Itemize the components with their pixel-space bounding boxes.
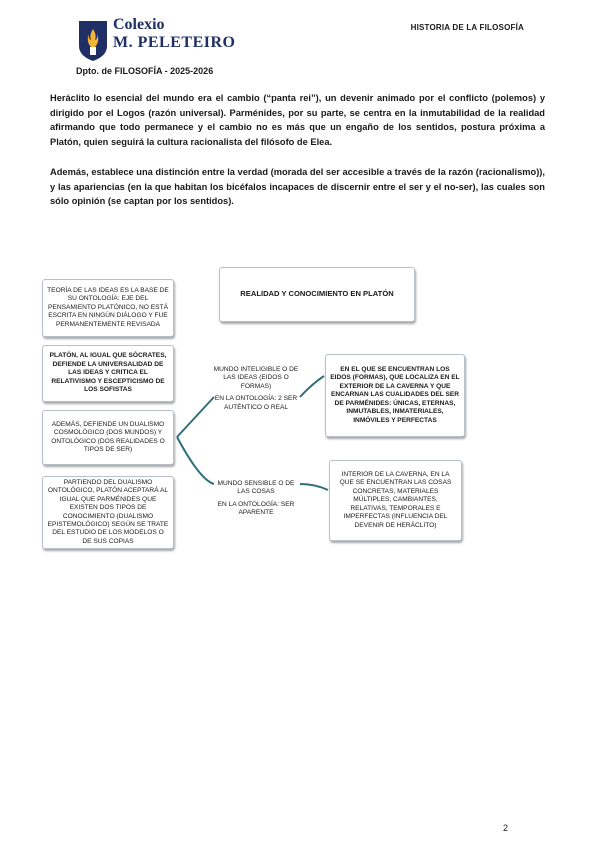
department-label: Dpto. de FILOSOFÍA - 2025-2026 [76,66,214,76]
concept-box-caverna [329,460,462,541]
paragraph-heraclito: Heráclito lo esencial del mundo era el cambio (“panta rei”), un devenir animado por el conflicto (polemos) y dirigido por el Logos (razón universal). Parménides, por su parte, se centra en la inmutabilidad de la realidad afirmando que todo permanece y el cambio no es más que un engaño de los sentidos, postura próxima a Platón, quien seguirá la cultura racionalista del filósofo de Elea. [50,93,545,147]
page-number: 2 [502,823,508,833]
school-shield-icon [78,20,108,62]
concept-text-dualismo: ADEMÁS, DEFIENDE UN DUALISMO COSMOLÓGICO (DOS MUNDOS) Y ONTOLÓGICO (DOS REALIDADES O TIPOS DE SER) [51,420,165,453]
concept-box-epistemologico [42,476,174,549]
school-name [113,16,235,52]
concept-box-teoria-ideas [42,279,174,337]
mundo-sensible-ontologia: EN LA ONTOLOGÍA: SER APARENTE [217,500,295,517]
mundo-inteligible-label [213,366,299,412]
concept-box-eidos [325,354,465,437]
concept-text-eidos: EN EL QUE SE ENCUENTRAN LOS EIDOS (FORMAS), QUE LOCALIZA EN EL EXTERIOR DE LA CAVERNA Y QUE ENCARNAN LAS CUALIDADES DEL SER DE PARMÉNIDES: ÚNICAS, ETERNAS, INMUTABLES, INMATERIALES, INMÓVILES Y PERFECTAS [330,366,460,424]
connector-sensible-to-caverna [300,484,328,490]
diagram-title-box [219,267,415,322]
diagram-title: REALIDAD Y CONOCIMIENTO EN PLATÓN [240,289,394,299]
concept-text-teoria-ideas: TEORÍA DE LAS IDEAS ES LA BASE DE SU ONTOLOGÍA: EJE DEL PENSAMIENTO PLATÓNICO, NO ESTÁ ESCRITA EN NINGÚN DIÁLOGO Y FUE PERMANENTEMENTE REVISADA [47,286,169,328]
school-name-line2: M. PELETEIRO [113,34,236,51]
mundo-inteligible-name: MUNDO INTELIGIBLE O DE LAS IDEAS (EIDOS O FORMAS) [213,366,299,390]
mundo-inteligible-ontologia: EN LA ONTOLOGÍA: 2 SER AUTÉNTICO O REAL [214,395,298,411]
concept-text-caverna: INTERIOR DE LA CAVERNA, EN LA QUE SE ENCUENTRAN LAS COSAS CONCRETAS, MATERIALES MÚLTIPLES, CAMBIANTES, RELATIVAS, TEMPORALES E IMPERFECTAS (INFLUENCIA DEL DEVENIR DE HERÁCLITO) [339,471,452,529]
subject-title: HISTORIA DE LA FILOSOFÍA [410,23,524,32]
school-name-line1: Colexio [113,16,165,33]
concept-box-dualismo [42,410,174,465]
concept-box-universalidad [42,345,174,402]
paragraph-distincion: Además, establece una distinción entre la verdad (morada del ser accesible a través de la razón (racionalismo)), y las apariencias (en la que habitan los bicéfalos incapaces de discernir entre el ser y el no-ser), las cuales son sólo opinión (se captan por los sentidos). [50,167,545,206]
connector-inteligible-to-eidos [300,376,324,397]
mundo-sensible-label [213,480,299,518]
concept-text-epistemologico: PARTIENDO DEL DUALISMO ONTOLÓGICO, PLATÓN ACEPTARÁ AL IGUAL QUE PARMÉNIDES QUE EXISTEN DOS TIPOS DE CONOCIMIENTO (DUALISMO EPISTEMOLÓGICO) SEGÚN SE TRATE DEL ESTUDIO DE LOS MODELOS O DE SUS COPIAS [47,478,169,545]
mundo-sensible-name: MUNDO SENSIBLE O DE LAS COSAS [217,480,295,496]
connector-to-inteligible [177,397,214,437]
connector-to-sensible [177,437,214,484]
concept-text-universalidad: PLATÓN, AL IGUAL QUE SÓCRATES, DEFIENDE LA UNIVERSALIDAD DE LAS IDEAS Y CRITICA EL RELATIVISMO Y ESCEPTICISMO DE LOS SOFISTAS [49,352,167,394]
